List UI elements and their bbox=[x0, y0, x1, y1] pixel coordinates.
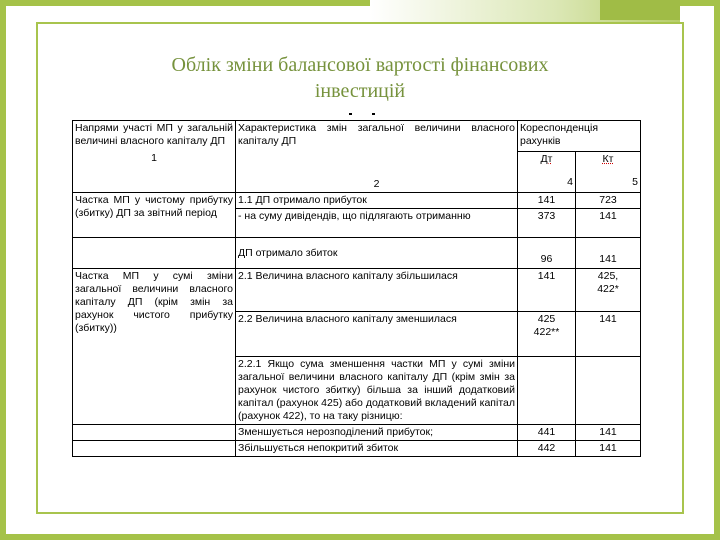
table-row bbox=[73, 441, 641, 457]
row-debit: 441 bbox=[518, 425, 576, 441]
row-debit: 373 bbox=[518, 209, 576, 238]
row-text: 2.2 Величина власного капіталу зменшилася bbox=[236, 312, 518, 357]
empty-cell bbox=[73, 441, 236, 457]
empty-cell bbox=[73, 425, 236, 441]
section2-direction: Частка МП у сумі зміни загальної величини власного капіталу ДП (крім змін за рахунок чистого прибутку (збитку)) bbox=[73, 269, 236, 425]
row-debit bbox=[518, 238, 576, 269]
decor-stripe-right bbox=[714, 0, 720, 540]
header-directions-label: Напрями участі МП у загальній величині власного капіталу ДП bbox=[75, 122, 233, 147]
header-credit-label: Кт bbox=[602, 152, 614, 165]
row-text-label: ДП отримало збиток bbox=[238, 247, 338, 259]
row-credit-value: 141 bbox=[599, 253, 617, 265]
row-text: 2.2.1 Якщо сума зменшення частки МП у сумі зміни загальної величини власного капіталу ДП (крім змін за рахунок чистого збитку) більша за інший додатковий капітал (рахунок 425) або додатковий вкладений капітал (рахунок 422), то на таку різницю: bbox=[236, 357, 518, 425]
header-col-number-1: 1 bbox=[151, 152, 157, 164]
row-text bbox=[236, 238, 518, 269]
decor-stripe-bottom bbox=[0, 534, 720, 540]
table-row bbox=[73, 269, 641, 312]
empty-cell bbox=[73, 238, 236, 269]
row-credit: 141 bbox=[576, 441, 641, 457]
empty-cell bbox=[576, 357, 641, 425]
row-credit bbox=[576, 238, 641, 269]
section1-direction: Частка МП у чистому прибутку (збитку) ДП за звітний період bbox=[73, 193, 236, 238]
header-col-number-2: 2 bbox=[373, 178, 380, 190]
empty-cell bbox=[518, 357, 576, 425]
row-text: - на суму дивідендів, що підлягають отриманню bbox=[236, 209, 518, 238]
decor-square-accent bbox=[600, 0, 680, 20]
decor-dot bbox=[349, 113, 352, 115]
table-row bbox=[73, 193, 641, 209]
header-debit bbox=[518, 151, 576, 192]
row-credit: 141 bbox=[576, 312, 641, 357]
slide-title bbox=[100, 52, 620, 104]
header-directions bbox=[73, 121, 236, 193]
row-credit: 425, 422* bbox=[576, 269, 641, 312]
decor-dot bbox=[372, 113, 375, 115]
row-debit: 141 bbox=[518, 193, 576, 209]
header-characteristics-label: Характеристика змін загальної величини власного капіталу ДП bbox=[238, 122, 515, 147]
header-characteristics bbox=[236, 121, 518, 193]
table-row bbox=[73, 425, 641, 441]
row-text: 2.1 Величина власного капіталу збільшилася bbox=[236, 269, 518, 312]
row-debit: 141 bbox=[518, 269, 576, 312]
row-credit: 141 bbox=[576, 209, 641, 238]
ledger-table bbox=[72, 120, 641, 457]
header-col-number-4: 4 bbox=[567, 175, 573, 188]
ledger-document bbox=[72, 120, 640, 457]
decor-stripe-left bbox=[0, 0, 6, 540]
table-header-row bbox=[73, 121, 641, 152]
header-correspondence: Кореспонденція рахунків bbox=[518, 121, 641, 152]
row-text: Зменшується нерозподілений прибуток; bbox=[236, 425, 518, 441]
row-credit: 723 bbox=[576, 193, 641, 209]
row-debit: 442 bbox=[518, 441, 576, 457]
row-credit: 141 bbox=[576, 425, 641, 441]
table-row bbox=[73, 238, 641, 269]
row-text: Збільшується непокритий збиток bbox=[236, 441, 518, 457]
header-credit bbox=[576, 151, 641, 192]
row-debit-value: 96 bbox=[540, 253, 553, 265]
row-debit: 425 422** bbox=[518, 312, 576, 357]
header-debit-label: Дт bbox=[540, 152, 553, 165]
slide-title-line1: Облік зміни балансової вартості фінансових bbox=[171, 54, 549, 76]
slide-title-line2: інвестицій bbox=[314, 80, 406, 102]
row-text: 1.1 ДП отримало прибуток bbox=[236, 193, 518, 209]
header-col-number-5: 5 bbox=[632, 175, 638, 188]
